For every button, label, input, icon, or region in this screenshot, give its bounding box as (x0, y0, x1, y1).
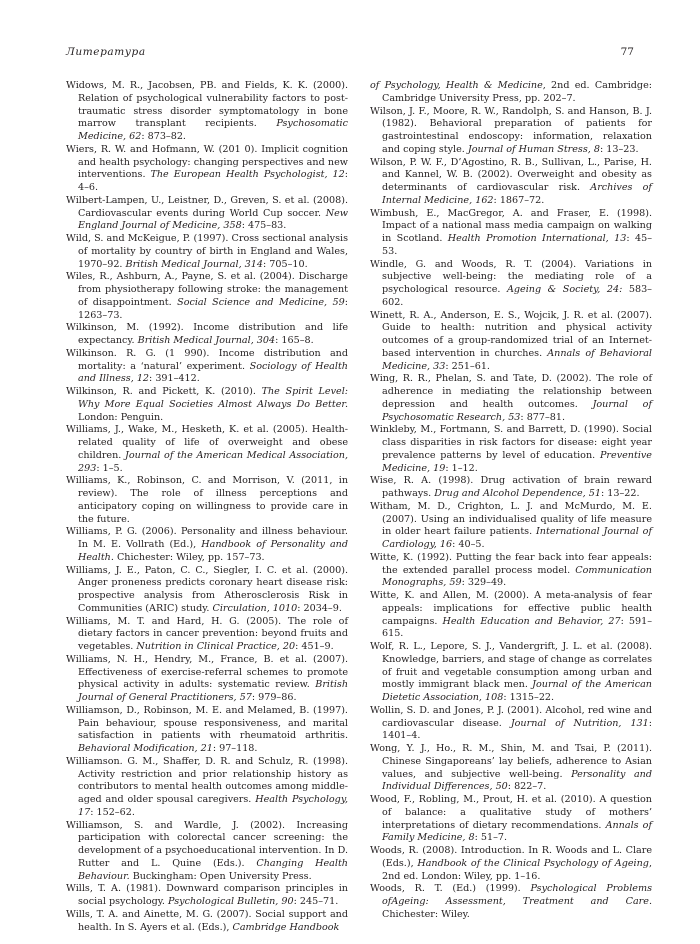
reference-italic-text: Journal of Psychosomatic Research, 53 (382, 398, 653, 423)
reference-italic-text: Journal of the American Medical Association, 293 (78, 449, 348, 474)
reference-entry (66, 820, 348, 884)
reference-italic-text: Ageing & Society, 24: (506, 284, 623, 295)
reference-plain-text: Williamson, D., Robinson, M. E. and Melamed, B. (1997). Pain behaviour, spouse responsiveness, and marital satisfaction in patients with rheumatoid arthritis. (66, 704, 348, 742)
reference-italic-text: International Journal of Cardiology, 16 (382, 526, 652, 550)
reference-plain-text: Wild, S. and McKeigue, P. (1997). Cross sectional analysis of mortality by country of birth in England and Wales, 1970–92. (66, 233, 348, 270)
reference-tail-text: : 97–118. (212, 743, 258, 754)
reference-plain-text: Wiles, R., Ashburn, A., Payne, S. et al. (2004). Discharge from physiotherapy following stroke: the management of disappointment. (66, 271, 348, 308)
reference-italic-text: Handbook of Personality and Health. (78, 539, 348, 563)
reference-entry (370, 373, 652, 424)
reference-tail-text: , 2nd ed. London: Wiley, pp. 1–16. (382, 857, 652, 882)
reference-entry (66, 195, 348, 233)
reference-italic-text: Journal of Human Stress, 8 (467, 143, 600, 155)
reference-plain-text: Wise, R. A. (1998). Drug activation of brain reward pathways. (370, 475, 652, 499)
reference-tail-text: : 1–12. (445, 462, 478, 474)
reference-tail-text: : 152–62. (90, 806, 135, 818)
reference-italic-text: Behavioral Modification, 21 (78, 743, 213, 754)
reference-tail-text: : 1315–22. (503, 692, 555, 703)
reference-entry (370, 80, 652, 106)
reference-plain-text: Wimbush, E., MacGregor, A. and Fraser, E. (1998). Impact of a national mass media campaign on walking in Scotland. (370, 207, 652, 244)
reference-tail-text: : 4–6. (78, 169, 348, 193)
reference-tail-text: , 2nd ed. Cambridge: Cambridge University Press, pp. 202–7. (382, 80, 652, 104)
reference-entry (66, 144, 348, 195)
reference-tail-text: Chichester: Wiley. (382, 908, 470, 920)
reference-italic-text: Health Psychology, 17 (78, 794, 349, 818)
reference-plain-text: Widows, M. R., Jacobsen, PB. and Fields, K. K. (2000). Relation of psychological vulnerability factors to post-traumatic stress disorder symptomatology in bone marrow transplant recipients. (66, 80, 348, 130)
reference-italic-text: British Medical Journal, 314 (125, 258, 263, 270)
reference-italic-text: Circulation, 1010 (212, 602, 298, 614)
reference-italic-text: British Medical Journal, 304 (137, 335, 276, 346)
reference-plain-text: Wills, T. A. and Ainette, M. G. (2007). Social support and health. In S. Ayers et al. (Eds.), (66, 908, 348, 933)
reference-tail-text: : 591–615. (382, 615, 653, 640)
reference-entry (370, 424, 652, 475)
reference-italic-text: Drug and Alcohol Dependence, 51 (434, 488, 601, 499)
reference-tail-text: : 251–61. (445, 360, 490, 372)
reference-tail-text: : 822–7. (507, 781, 547, 793)
reference-tail-text: : 873–82. (141, 131, 186, 142)
reference-entry (66, 756, 348, 820)
reference-tail-text: London: Penguin. (78, 411, 164, 423)
reference-entry (66, 883, 348, 909)
reference-plain-text: Wills, T. A. (1981). Downward comparison principles in social psychology. (66, 883, 348, 907)
reference-plain-text: Woods, R. (2008). Introduction. In R. Woods and L. Clare (Eds.), (370, 845, 652, 869)
reference-entry (66, 616, 348, 654)
reference-italic-text: Psychological Problems ofAgeing: Assessment, Treatment and Care. (382, 883, 652, 907)
reference-tail-text: : 1263–73. (78, 296, 348, 321)
reference-entry (66, 475, 348, 526)
reference-entry (66, 386, 348, 424)
reference-plain-text: Wilbert-Lampen, U., Leistner, D., Greven, S. et al. (2008). Cardiovascular events during World Cup soccer. (66, 194, 348, 219)
reference-tail-text: : 391–412. (149, 373, 200, 385)
reference-tail-text: : 475–83. (241, 220, 287, 232)
reference-tail-text: : 1–5. (96, 462, 123, 474)
reference-entry (370, 590, 652, 641)
reference-tail-text: : 329–49. (461, 577, 507, 589)
reference-plain-text: Wood, F., Robling, M., Prout, H. et al. (2010). A question of balance: a qualitative study of mothers’ interpretations of dietary recommendations. (370, 794, 652, 831)
reference-italic-text: The European Health Psychologist, 12 (150, 169, 345, 181)
reference-italic-text: Journal of the American Dietetic Association, 108 (382, 679, 652, 703)
reference-italic-text: Sociology of Health and Illness, 12 (78, 360, 348, 385)
reference-tail-text: Chichester: Wiley, pp. 157–73. (113, 551, 265, 563)
reference-italic-text: The Spirit Level: Why More Equal Societies Almost Always Do Better. (78, 386, 348, 410)
reference-tail-text: : 979–86. (251, 692, 297, 703)
reference-entry (370, 106, 652, 157)
reference-italic-text: Social Science and Medicine, 59 (177, 296, 345, 308)
reference-entry (370, 552, 652, 590)
reference-entry (370, 501, 652, 552)
reference-entry (370, 310, 652, 374)
reference-entry (66, 526, 348, 564)
reference-entry (370, 705, 652, 743)
reference-plain-text: Williams, K., Robinson, C. and Morrison, V. (2011, in review). The role of illness perceptions and anticipatory coping on willingness to provide care in the future. (66, 475, 348, 525)
reference-plain-text: Williams, M. T. and Hard, H. G. (2005). The role of dietary factors in cancer prevention: beyond fruits and vegetables. (66, 615, 348, 652)
reference-entry (370, 475, 652, 501)
reference-plain-text: Wiers, R. W. and Hofmann, W. (201 0). Implicit cognition and health psychology: changing perspectives and new interventions. (66, 143, 348, 181)
reference-italic-text: New England Journal of Medicine, 358 (78, 207, 348, 232)
page-header (66, 46, 634, 58)
reference-italic-text: Preventive Medicine, 19 (382, 449, 652, 474)
reference-entry (66, 80, 348, 144)
reference-plain-text: Williams, J. E., Paton, C. C., Siegler, I. C. et al. (2000). Anger proneness predicts coronary heart disease risk: prospective analysis from Atherosclerosis Risk in Communities (ARIC) study. (66, 564, 348, 614)
reference-plain-text: Williams, P. G. (2006). Personality and illness behaviour. In M. E. Vollrath (Ed.), (66, 526, 348, 550)
reference-plain-text: Windle, G. and Woods, R. T. (2004). Variations in subjective well-being: the mediating role of a psychological resource. (370, 258, 652, 295)
reference-entry (66, 233, 348, 271)
reference-italic-text: Annals of Family Medicine, 8 (382, 819, 652, 844)
reference-entry (66, 322, 348, 348)
reference-plain-text: Williamson, S. and Wardle, J. (2002). Increasing participation with colorectal cancer screening: the development of a psychoeducational intervention. In D. Rutter and L. Quine (Eds.). (66, 819, 348, 869)
reference-italic-text: Annals of Behavioral Medicine, 33 (382, 347, 652, 372)
reference-entry (66, 705, 348, 756)
reference-italic-text: Cambridge Handbook (232, 921, 340, 933)
page-number: 77 (620, 46, 634, 58)
reference-tail-text: Buckingham: Open University Press. (129, 870, 312, 882)
reference-plain-text: Wilkinson. R. G. (1 990). Income distribution and mortality: a ‘natural’ experiment. (66, 347, 348, 372)
reference-plain-text: Witte, K. (1992). Putting the fear back into fear appeals: the extended parallel process model. (370, 551, 652, 576)
reference-entry (66, 348, 348, 386)
reference-italic-text: Health Promotion International, 13 (447, 233, 627, 244)
reference-tail-text: : 1867–72. (493, 194, 545, 206)
reference-entry (66, 909, 348, 935)
reference-plain-text: Williams, J., Wake, M., Hesketh, K. et al. (2005). Health-related quality of life of overweight and obese children. (66, 424, 348, 461)
reference-plain-text: Williamson. G. M., Shaffer, D. R. and Schulz, R. (1998). Activity restriction and prior relationship history as contributors to mental health outcomes among middle-aged and older spousal caregivers. (66, 755, 348, 805)
references-left-column (66, 80, 348, 934)
reference-plain-text: Woods, R. T. (Ed.) (1999). (370, 883, 531, 895)
reference-entry (370, 259, 652, 310)
reference-plain-text: Wilkinson, R. and Pickett, K. (2010). (66, 386, 262, 397)
reference-entry (370, 157, 652, 208)
reference-italic-text: Changing Health Behaviour. (78, 857, 348, 882)
reference-entry (370, 208, 652, 259)
reference-plain-text: Wing, R. R., Phelan, S. and Tate, D. (2002). The role of adherence in mediating the relationship between depression and health outcomes. (370, 373, 652, 410)
reference-italic-text: Psychological Bulletin, 90 (168, 896, 294, 907)
reference-italic-text: Personality and Individual Differences, 50 (382, 768, 652, 793)
running-title: Литература (66, 46, 146, 58)
reference-plain-text: Wollin, S. D. and Jones, P. J. (2001). Alcohol, red wine and cardiovascular disease. (370, 704, 652, 729)
reference-italic-text: Handbook of the Clinical Psychology of Ageing (417, 857, 649, 869)
reference-italic-text: of Psychology, Health & Medicine (370, 80, 543, 91)
reference-entry (66, 565, 348, 616)
reference-plain-text: Wolf, R. L., Lepore, S. J., Vandergrift, J. L. et al. (2008). Knowledge, barriers, and stage of change as correlates of fruit and vegetable consumption among urban and mostly immigrant black men. (370, 641, 652, 691)
reference-italic-text: Journal of Nutrition, 131 (510, 717, 649, 729)
reference-plain-text: Wilkinson, M. (1992). Income distribution and life expectancy. (66, 322, 348, 346)
reference-entry (370, 883, 652, 921)
reference-tail-text: : 705–10. (263, 258, 308, 270)
reference-plain-text: Wilson, J. F., Moore, R. W., Randolph, S. and Hanson, B. J. (1982). Behavioral preparation of patients for gastrointestinal endoscopy: information, relaxation and coping style. (370, 105, 652, 155)
reference-plain-text: Winkleby, M., Fortmann, S. and Barrett, D. (1990). Social class disparities in risk factors for disease: eight year prevalence patterns by level of education. (370, 424, 652, 461)
reference-tail-text: : 451–9. (295, 641, 334, 652)
reference-tail-text: : 13–23. (600, 143, 639, 155)
reference-tail-text: : 40–5. (452, 539, 485, 550)
reference-tail-text: : 45–53. (382, 233, 652, 257)
reference-entry (370, 743, 652, 794)
reference-italic-text: Nutrition in Clinical Practice, 20 (136, 641, 296, 652)
reference-plain-text: Wong, Y. J., Ho., R. M., Shin, M. and Tsai, P. (2011). Chinese Singaporeans’ lay beliefs, adherence to Asian values, and subjective well-being. (370, 743, 652, 780)
reference-entry (370, 641, 652, 705)
reference-tail-text: 583–602. (382, 284, 652, 308)
reference-tail-text: : 245–71. (293, 896, 339, 907)
reference-italic-text: Archives of Internal Medicine, 162 (382, 182, 652, 206)
reference-tail-text: : 51–7. (474, 832, 508, 844)
reference-tail-text: : 13–22. (600, 488, 640, 499)
reference-plain-text: Witte, K. and Allen, M. (2000). A meta-analysis of fear appeals: implications for effective public health campaigns. (370, 590, 652, 627)
reference-italic-text: British Journal of General Practitioners, 57 (78, 679, 348, 703)
reference-entry (66, 424, 348, 475)
reference-entry (66, 271, 348, 322)
reference-entry (370, 794, 652, 845)
reference-tail-text: : 165–8. (275, 335, 314, 346)
reference-italic-text: Psychosomatic Medicine, 62 (78, 118, 348, 142)
reference-plain-text: Wilson, P. W. F., D’Agostino, R. B., Sullivan, L., Parise, H. and Kannel, W. B. (2002). Overweight and obesity as determinants of cardiovascular risk. (370, 156, 652, 193)
reference-tail-text: : 2034–9. (297, 602, 342, 614)
reference-tail-text: : 877–81. (520, 411, 566, 423)
reference-tail-text: : 1401–4. (382, 717, 653, 742)
reference-entry (370, 845, 652, 883)
reference-entry (66, 654, 348, 705)
references-right-column (370, 80, 652, 922)
reference-plain-text: Winett, R. A., Anderson, E. S., Wojcik, J. R. et al. (2007). Guide to health: nutrition and physical activity outcomes of a group-randomized trial of an Internet-based intervention in churches. (370, 309, 652, 359)
reference-italic-text: Health Education and Behavior, 27 (442, 615, 621, 627)
reference-plain-text: Witham, M. D., Crighton, L. J. and McMurdo, M. E. (2007). Using an individualised quality of life measure in older heart failure patients. (370, 500, 652, 538)
reference-plain-text: Williams, N. H., Hendry, M., France, B. et al. (2007). Effectiveness of exercise-referral schemes to promote physical activity in adults: systematic review. (66, 653, 348, 691)
reference-italic-text: Communication Monographs, 59 (382, 564, 652, 589)
